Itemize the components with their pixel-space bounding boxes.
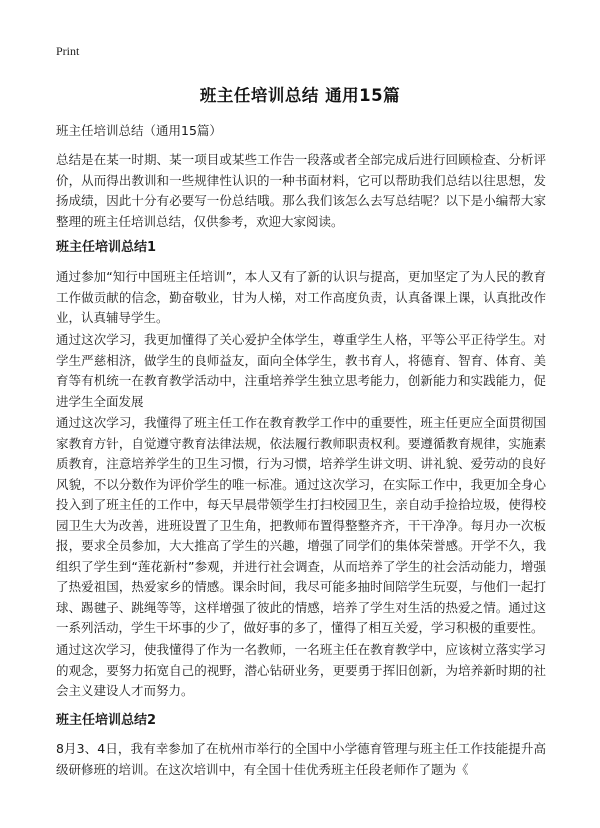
- print-link[interactable]: Print: [56, 44, 80, 58]
- section-1-paragraph-1: 通过参加“知行中国班主任培训”，本人又有了新的认识与提高，更加坚定了为人民的教育工作做贡献的信念，勤奋敬业，甘为人梯，对工作高度负责，认真备课上课，认真批改作业，认真辅导学生。: [56, 269, 546, 325]
- intro-paragraph: 总结是在某一时期、某一项目或某些工作告一段落或者全部完成后进行回顾检查、分析评价，从而得出教训和一些规律性认识的一种书面材料，它可以帮助我们总结以往思想，发扬成绩，因此十分有必要写一份总结哦。那么我们该怎么去写总结呢？以下是小编帮大家整理的班主任培训总结，仅供参考，欢迎大家阅读。: [56, 152, 546, 229]
- document-title: 班主任培训总结 通用15篇: [199, 86, 401, 105]
- section-2-paragraph-1: 8月3、4日，我有幸参加了在杭州市举行的全国中小学德育管理与班主任工作技能提升高级研修班的培训。在这次培训中，有全国十佳优秀班主任段老师作了题为《: [56, 741, 546, 777]
- section-1-paragraph-2: 通过这次学习，我更加懂得了关心爱护全体学生，尊重学生人格，平等公平正待学生。对学生严慈相济，做学生的良师益友，面向全体学生，教书育人，将德育、智育、体育、美育等有机统一在教育教学活动中，注重培养学生独立思考能力，创新能力和实践能力，促进学生全面发展: [56, 332, 546, 409]
- section-1-paragraph-4: 通过这次学习，使我懂得了作为一名教师，一名班主任在教育教学中，应该树立落实学习的观念，要努力拓宽自己的视野，潜心钻研业务，更要勇于挥旧创新，为培养新时期的社会主义建设人才而努力。: [56, 642, 546, 698]
- section-heading-2: 班主任培训总结2: [56, 713, 157, 728]
- section-1-paragraph-3: 通过这次学习，我懂得了班主任工作在教育教学工作中的重要性，班主任更应全面贯彻国家教育方针，自觉遵守教育法律法规，依法履行教师职责权利。要遵循教育规律，实施素质教育，注意培养学生的卫生习惯，行为习惯，培养学生讲文明、讲礼貌、爱劳动的良好风貌，不以分数作为评价学生的唯一标准。通过这次学习，在实际工作中，我更加全身心投入到了班主任的工作中，每天早晨带领学生打扫校园卫生，亲自动手捡拾垃圾，使得校园卫生大为改善，进班设置了卫生角，把教师布置得整整齐齐，干干净净。每月办一次板报，要求全员参加，大大推高了学生的兴趣，增强了同学们的集体荣誉感。开学不久，我组织了学生到“莲花新村”参观，并进行社会调查，从而培养了学生的社会活动能力，增强了热爱祖国，热爱家乡的情感。课余时间，我尽可能多抽时间陪学生玩耍，与他们一起打球、踢毽子、跳绳等等，这样增强了彼此的情感，培养了学生对生活的热爱之情。通过这一系列活动，学生干坏事的少了，做好事的多了，懂得了相互关爱，学习积极的重要性。: [56, 415, 546, 635]
- document-subtitle: 班主任培训总结（通用15篇）: [56, 123, 222, 138]
- section-heading-1: 班主任培训总结1: [56, 240, 157, 255]
